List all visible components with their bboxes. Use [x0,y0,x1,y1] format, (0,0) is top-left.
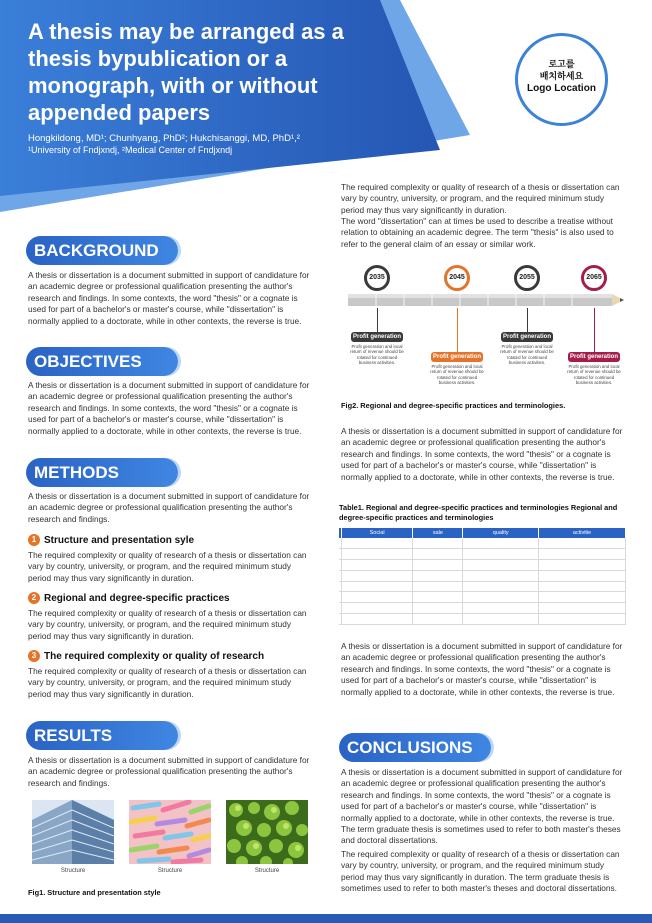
timeline-connector [527,308,528,332]
table-cell [413,549,463,560]
method-item-2-title: 2 Regional and degree-specific practices [28,592,230,604]
poster-title: A thesis may be arranged as a thesis bypublication or a monograph, with or without appended papers [28,19,344,125]
logo-placeholder [515,33,608,126]
timeline-year-marker: 2045 [444,265,470,291]
timeline-label: Profit generation [432,354,481,360]
timeline-description: Profit generation and local return of revenue should be rotated for continued business activities. [350,344,404,366]
timeline-description: Profit generation and local return of revenue should be rotated for continued business activities. [567,364,621,386]
table-cell [413,614,463,625]
number-badge-2: 2 [28,592,40,604]
table-cell [341,560,413,571]
table-row [339,614,626,625]
table-row [339,592,626,603]
table-row [339,570,626,581]
methods-heading: METHODS [26,458,178,487]
objectives-text: A thesis or dissertation is a document submitted in support of candidature for an academic degree or professional qualification presenting the author's research and findings. In some contexts, the word "thesis" or a cognate is used for part of a bachelor's or master's course, while "dissertation" is normally applied to a doctorate, while in other contexts, the reverse is true. [28,380,310,436]
figure-1-caption: Fig1. Structure and presentation style [28,888,161,897]
table-cell [413,560,463,571]
table-cell [539,603,626,614]
method-item-1-title: 1 Structure and presentation syle [28,534,194,546]
photo-caption-1: Structure [60,868,86,874]
table-cell [539,560,626,571]
table-cell [341,581,413,592]
timeline-year-marker: 2065 [581,265,607,291]
logo-text: Logo Location [527,83,596,94]
table-cell [341,603,413,614]
table-cell [341,549,413,560]
table-cell [341,592,413,603]
background-heading: BACKGROUND [26,236,178,265]
method-item-2-text: The required complexity or quality of research of a thesis or dissertation can vary by country, university, or program, and the required minimum study period may thus vary significantly in duration. [28,608,307,641]
table-cell [539,581,626,592]
conclusions-heading: CONCLUSIONS [339,733,491,762]
leaves-photo [226,800,308,864]
building-photo [32,800,114,864]
right-paragraph-2: A thesis or dissertation is a document submitted in support of candidature for an academic degree or professional qualification presenting the author's research and findings. In some contexts, the word "thesis" or a cognate is used for part of a bachelor's or master's course, while "dissertation" is normally applied to a doctorate, while in other contexts, the reverse is true. [341,426,623,482]
table-cell [539,549,626,560]
results-text: A thesis or dissertation is a document submitted in support of candidature for an academic degree or professional qualification presenting the author's research and findings. [28,755,310,788]
methods-intro: A thesis or dissertation is a document submitted in support of candidature for an academic degree or professional qualification presenting the author's research and findings. [28,491,310,524]
table-header-cell: activitie [539,528,626,538]
logo-text-korean-2: 배치하세요 [539,71,584,81]
timeline-connector [457,308,458,352]
table-cell [539,538,626,549]
table-cell [463,560,539,571]
photo-caption-3: Structure [254,868,280,874]
objectives-heading: OBJECTIVES [26,347,178,376]
table-header-cell: sale [413,528,463,538]
method-item-1-text: The required complexity or quality of research of a thesis or dissertation can vary by country, university, or program, and the required minimum study period may thus vary significantly in duration. [28,550,307,583]
right-intro-1: The required complexity or quality of research of a thesis or dissertation can vary by country, university, or program, and the required minimum study period may thus vary significantly in duration. [341,182,620,215]
right-intro-2: The word "dissertation" can at times be used to describe a treatise without relation to obtaining an academic degree. The term "thesis" is also used to refer to the general claim of an essay or similar work. [341,216,614,249]
table-cell [341,538,413,549]
timeline-label: Profit generation [352,334,401,340]
table-cell [463,538,539,549]
timeline-label: Profit generation [569,354,618,360]
logo-text-korean-1: 로고를 [548,59,575,69]
author-list: Hongkildong, MD¹; Chunhyang, PhD²; Hukchisanggi, MD, PhD¹,² [28,133,300,144]
table-cell [463,549,539,560]
timeline-connector [377,308,378,332]
photo-caption-2: Structure [157,868,183,874]
table-cell [413,603,463,614]
table-cell [413,592,463,603]
timeline-description: Profit generation and local return of revenue should be rotated for continued business activities. [430,364,484,386]
table-cell [463,614,539,625]
figure-2-caption: Fig2. Regional and degree-specific practices and terminologies. [341,401,566,410]
table-cell [463,570,539,581]
table-row [339,549,626,560]
table-cell [463,581,539,592]
right-paragraph-3: A thesis or dissertation is a document submitted in support of candidature for an academic degree or professional qualification presenting the author's research and findings. In some contexts, the word "thesis" or a cognate is used for part of a bachelor's or master's course, while "dissertation" is normally applied to a doctorate, while in other contexts, the reverse is true. [341,641,623,697]
timeline-description: Profit generation and local return of revenue should be rotated for continued business activities. [500,344,554,366]
table-cell [341,614,413,625]
table-body [339,538,626,624]
table-header-cell: quality [463,528,539,538]
table-cell [341,570,413,581]
footer-bar [0,914,652,923]
table-row [339,581,626,592]
table-row [339,538,626,549]
table-row [339,603,626,614]
table-header-row [339,528,626,538]
background-text: A thesis or dissertation is a document submitted in support of candidature for an academic degree or professional qualification presenting the author's research and findings. In some contexts, the word "thesis" or a cognate is used for part of a bachelor's or master's course, while "dissertation" is normally applied to a doctorate, while in other contexts, the reverse is true. [28,270,310,326]
table-cell [413,581,463,592]
table-cell [539,570,626,581]
table-row [339,560,626,571]
table-cell [463,603,539,614]
number-badge-1: 1 [28,534,40,546]
conclusions-text-1: A thesis or dissertation is a document submitted in support of candidature for an academic degree or professional qualification presenting the author's research and findings. In some contexts, the word "thesis" or a cognate is used for part of a bachelor's or master's course, while "dissertation" is normally applied to a doctorate, while in other contexts, the reverse is true. The term graduate thesis is sometimes used to refer to both master's theses and doctoral dissertations. [341,767,623,846]
table-cell [413,570,463,581]
method-item-3-text: The required complexity or quality of research of a thesis or dissertation can vary by country, university, or program, and the required minimum study period may thus vary significantly in duration. [28,666,307,699]
data-table [339,528,626,625]
method-item-3-title: 3 The required complexity or quality of research [28,650,264,662]
affiliations: ¹University of Fndjxndj, ²Medical Center of Fndjxndj [28,145,233,155]
table-cell [539,614,626,625]
table-1-caption: Table1. Regional and degree-specific practices and terminologies Regional and degree-specific practices and terminologies [339,503,618,522]
table-cell [463,592,539,603]
results-heading: RESULTS [26,721,178,750]
timeline-year-marker: 2035 [364,265,390,291]
timeline-year-marker: 2055 [514,265,540,291]
candy-photo [129,800,211,864]
timeline-label: Profit generation [502,334,551,340]
table-cell [413,538,463,549]
number-badge-3: 3 [28,650,40,662]
table-header-cell: Social [341,528,413,538]
timeline-connector [594,308,595,352]
table-cell [539,592,626,603]
conclusions-text-2: The required complexity or quality of research of a thesis or dissertation can vary by country, university, or program, and the required minimum study period may thus vary significantly in duration. The term graduate thesis is sometimes used to refer to both master's theses and doctoral dissertations. [341,849,620,894]
